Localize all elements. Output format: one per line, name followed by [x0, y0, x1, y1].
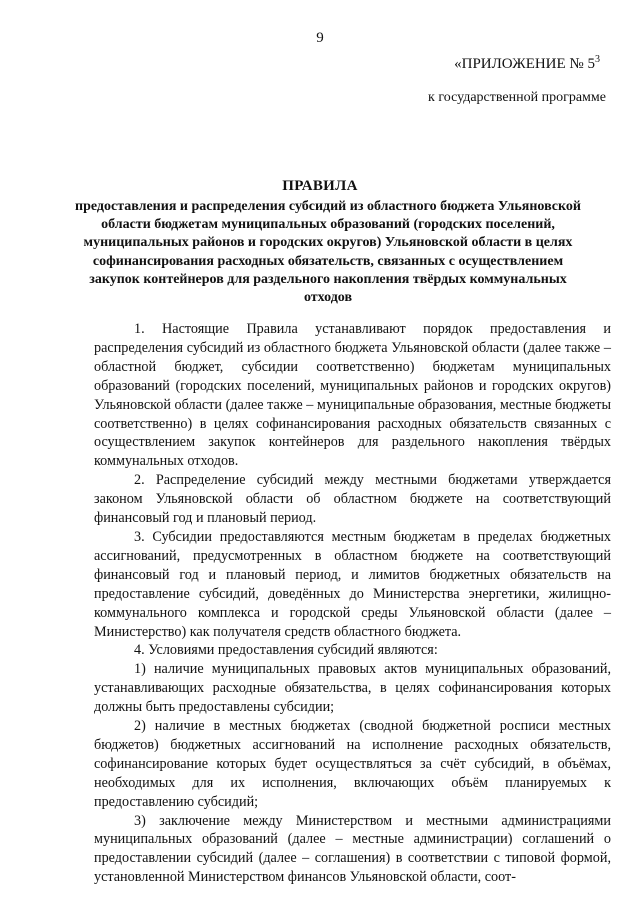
paragraph-4: 4. Условиями предоставления субсидий являются:	[134, 642, 438, 659]
appendix-label	[454, 54, 600, 73]
appendix-text: «ПРИЛОЖЕНИЕ № 5	[454, 56, 595, 72]
paragraph-1: 1. Настоящие Правила устанавливают порядок предоставления и распределения субсидий из областного бюджета Ульяновской области (далее также – областной бюджет, субсидии соответственно) бюджетам муниципальных образований (городских поселений, муниципальных районов и городских округов) Ульяновской области (далее также – муниципальные образования, местные бюджеты соответственно) в целях софинансирования расходных обязательств связанных с осуществлением закупок контейнеров для раздельного накопления твёрдых коммунальных отходов.	[94, 321, 611, 470]
paragraph-4-item-3: 3) заключение между Министерством и местными администрациями муниципальных образований (далее – местные администрации) соглашений о предоставлении субсидий (далее – соглашения) в соответствии с типовой формой, установленной Министерством финансов Ульяновской области, соот-	[94, 812, 611, 886]
document-title: ПРАВИЛА	[282, 178, 358, 194]
paragraph-2: 2. Распределение субсидий между местными бюджетами утверждается законом Ульяновской области об областном бюджете на соответствующий финансовый год и плановый период.	[94, 472, 611, 527]
page-number: 9	[316, 30, 324, 46]
paragraph-3: 3. Субсидии предоставляются местным бюджетам в пределах бюджетных ассигнований, предусмотренных в областном бюджете на соответствующий финансовый год и плановый период, и лимитов бюджетных обязательств на предоставление субсидий, доведённых до Министерства энергетики, жилищно-коммунального комплекса и городской среды Ульяновской области (далее – Министерство) как получателя средств областного бюджета.	[94, 528, 611, 640]
paragraph-4-item-1: 1) наличие муниципальных правовых актов муниципальных образований, устанавливающих расходные обязательства, в целях софинансирования которых должны быть предоставлены субсидии;	[94, 661, 611, 716]
appendix-superscript: 3	[595, 54, 600, 65]
document-body	[94, 320, 611, 887]
document-subtitle: предоставления и распределения субсидий из областного бюджета Ульяновской области бюджетам муниципальных образований (городских поселений, муниципальных районов и городских округов) Ульяновской области в целях софинансирования расходных обязательств, связанных с осуществлением закупок контейнеров для раздельного накопления твёрдых коммунальных отходов	[75, 199, 581, 306]
program-reference: к государственной программе	[428, 90, 606, 105]
paragraph-4-item-2: 2) наличие в местных бюджетах (сводной бюджетной росписи местных бюджетов) бюджетных ассигнований на исполнение расходных обязательств, софинансирование которых будет осуществляться за счёт субсидий, в объёмах, необходимых для их исполнения, включающих объём планируемых к предоставлению субсидий;	[94, 718, 611, 810]
